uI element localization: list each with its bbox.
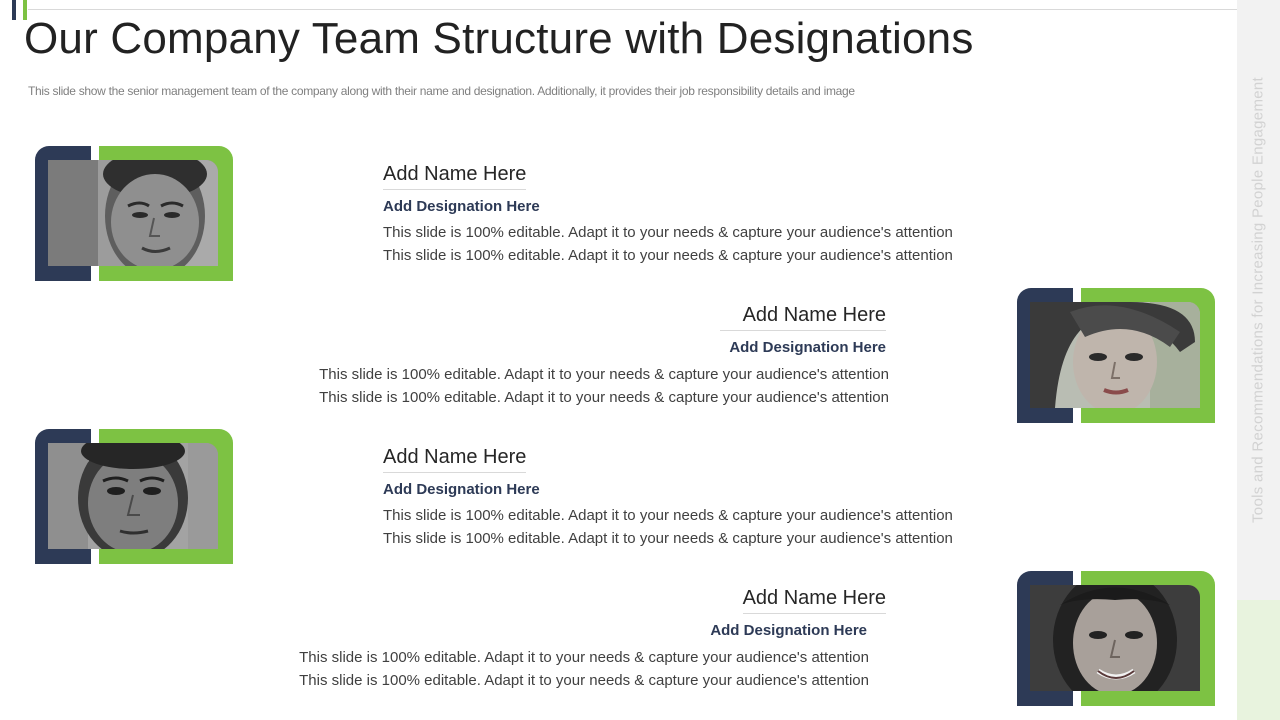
member-2-photo[interactable] — [1030, 302, 1200, 408]
member-3-photo[interactable] — [48, 443, 218, 549]
member-4-designation: Add Designation Here — [710, 622, 867, 639]
description-line: This slide is 100% editable. Adapt it to your needs & capture your audience's attention — [319, 388, 889, 406]
member-3-designation: Add Designation Here — [383, 481, 540, 498]
accent-bar-navy — [12, 0, 16, 20]
member-4-name: Add Name Here — [743, 587, 886, 614]
description-line: This slide is 100% editable. Adapt it to your needs & capture your audience's attention — [383, 507, 953, 524]
description-line: This slide is 100% editable. Adapt it to your needs & capture your audience's attention — [383, 246, 953, 264]
page-subtitle: This slide show the senior management team of the company along with their name and designation. Additionally, it provides their job responsibility details and image — [28, 84, 855, 98]
member-1-name: Add Name Here — [383, 163, 526, 190]
member-4-description — [299, 647, 869, 692]
description-line: This slide is 100% editable. Adapt it to your needs & capture your audience's attention — [383, 224, 953, 241]
member-2-photo-frame — [1017, 288, 1215, 423]
member-3-name: Add Name Here — [383, 446, 526, 473]
member-1-designation: Add Designation Here — [383, 198, 540, 215]
member-2-designation: Add Designation Here — [729, 339, 886, 356]
description-line: This slide is 100% editable. Adapt it to your needs & capture your audience's attention — [299, 671, 869, 689]
description-line: This slide is 100% editable. Adapt it to your needs & capture your audience's attention — [299, 649, 869, 666]
description-line: This slide is 100% editable. Adapt it to your needs & capture your audience's attention — [319, 366, 889, 383]
member-4-photo[interactable] — [1030, 585, 1200, 691]
member-4-photo-frame — [1017, 571, 1215, 706]
header-divider — [28, 9, 1237, 10]
member-1-description — [383, 222, 953, 267]
member-1-photo[interactable] — [48, 160, 218, 266]
member-3-photo-frame — [35, 429, 233, 564]
member-1-photo-frame — [35, 146, 233, 281]
side-panel-caption: Tools and Recommendations for Increasing People Engagement — [1249, 77, 1267, 523]
page-title: Our Company Team Structure with Designations — [24, 14, 974, 63]
side-panel-accent — [1237, 600, 1280, 720]
member-3-description — [383, 505, 953, 550]
member-2-name: Add Name Here — [720, 304, 886, 331]
description-line: This slide is 100% editable. Adapt it to your needs & capture your audience's attention — [383, 529, 953, 547]
member-2-description — [319, 364, 889, 409]
